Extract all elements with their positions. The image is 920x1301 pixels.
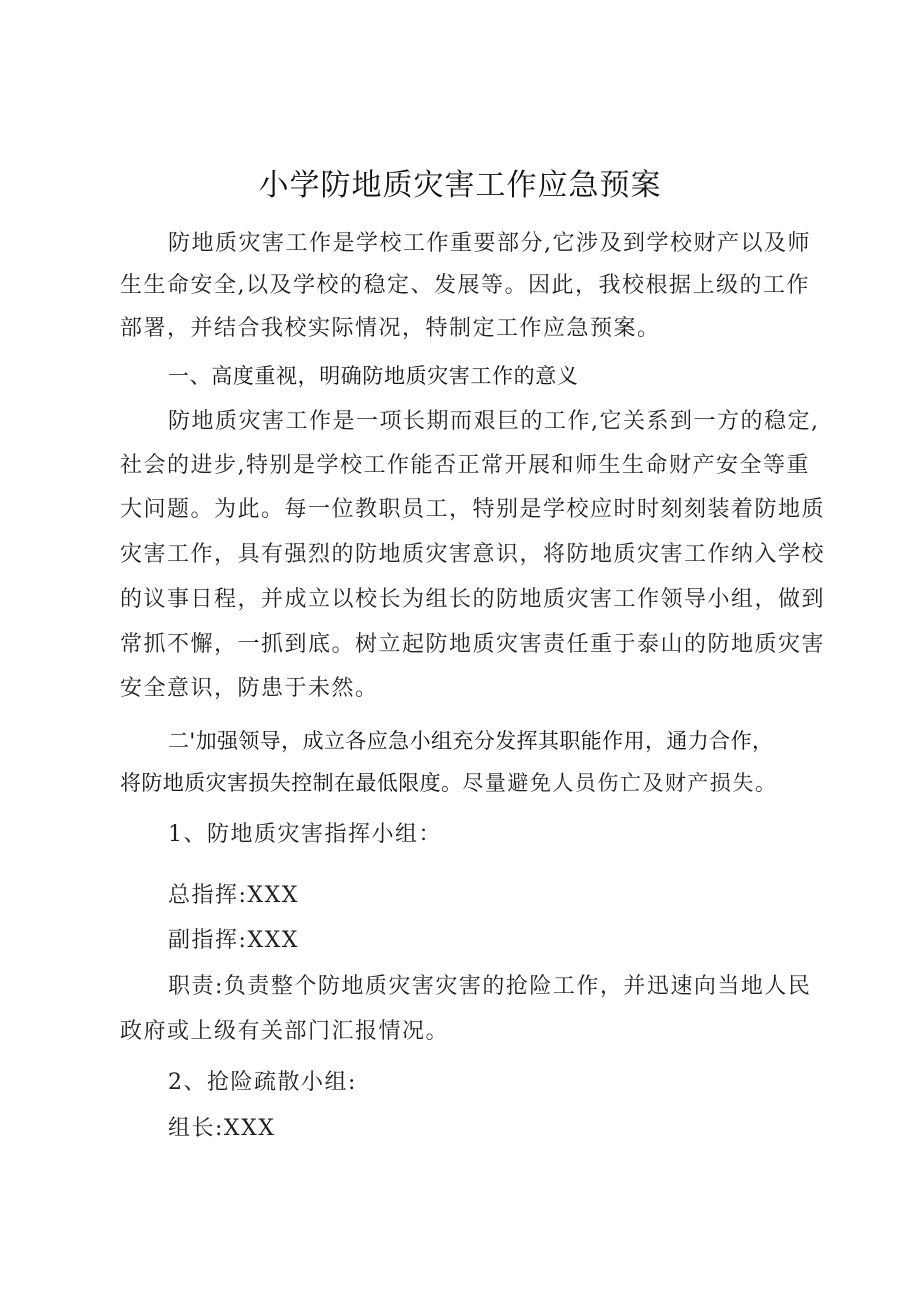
group-1-deputy: 副指挥:XXX (168, 928, 299, 953)
section-1-heading: 一、高度重视，明确防地质灾害工作的意义 (168, 364, 579, 388)
document-title: 小学防地质灾害工作应急预案 (258, 168, 662, 203)
section-2-heading-bold: 将防地质灾害损失控制在最低限度。 (120, 771, 463, 795)
group-2-title: 2、抢险疏散小组: (168, 1070, 357, 1095)
group-1-title: 1、防地质灾害指挥小组： (168, 822, 442, 847)
group-1-duty-line-1: 职责:负责整个防地质灾害灾害的抢险工作，并迅速向当地人民 (168, 974, 812, 999)
section-2-heading-rest: 尽量避免人员伤亡及财产损失。 (462, 771, 778, 795)
section-1-line-3: 大问题。为此。每一位教职员工，特别是学校应时时刻刻装着防地质 (120, 497, 826, 522)
section-2-heading-line-1: 二'加强领导，成立各应急小组充分发挥其职能作用，通力合作， (168, 729, 774, 753)
group-1-commander: 总指挥:XXX (168, 883, 299, 908)
section-1-line-4: 灾害工作，具有强烈的防地质灾害意识，将防地质灾害工作纳入学校 (120, 542, 826, 567)
section-2-heading-line-2 (120, 767, 810, 800)
group-1-duty-line-2: 政府或上级有关部门汇报情况。 (120, 1019, 450, 1044)
section-1-line-1: 防地质灾害工作是一项长期而艰巨的工作,它关系到一方的稳定, (168, 409, 820, 434)
group-2-leader: 组长:XXX (168, 1116, 276, 1141)
section-1-line-5: 的议事日程，并成立以校长为组长的防地质灾害工作领导小组，做到 (120, 587, 826, 612)
intro-line-3: 部署，并结合我校实际情况，特制定工作应急预案。 (120, 316, 661, 341)
intro-line-2: 生生命安全,以及学校的稳定、发展等。因此，我校根据上级的工作 (120, 273, 810, 298)
section-1-line-6: 常抓不懈，一抓到底。树立起防地质灾害责任重于泰山的防地质灾害 (120, 632, 826, 657)
intro-line-1: 防地质灾害工作是学校工作重要部分,它涉及到学校财产以及师 (168, 231, 811, 256)
section-1-line-7: 安全意识，防患于未然。 (120, 676, 379, 701)
section-1-line-2: 社会的进步,特别是学校工作能否正常开展和师生生命财产安全等重 (120, 453, 810, 478)
